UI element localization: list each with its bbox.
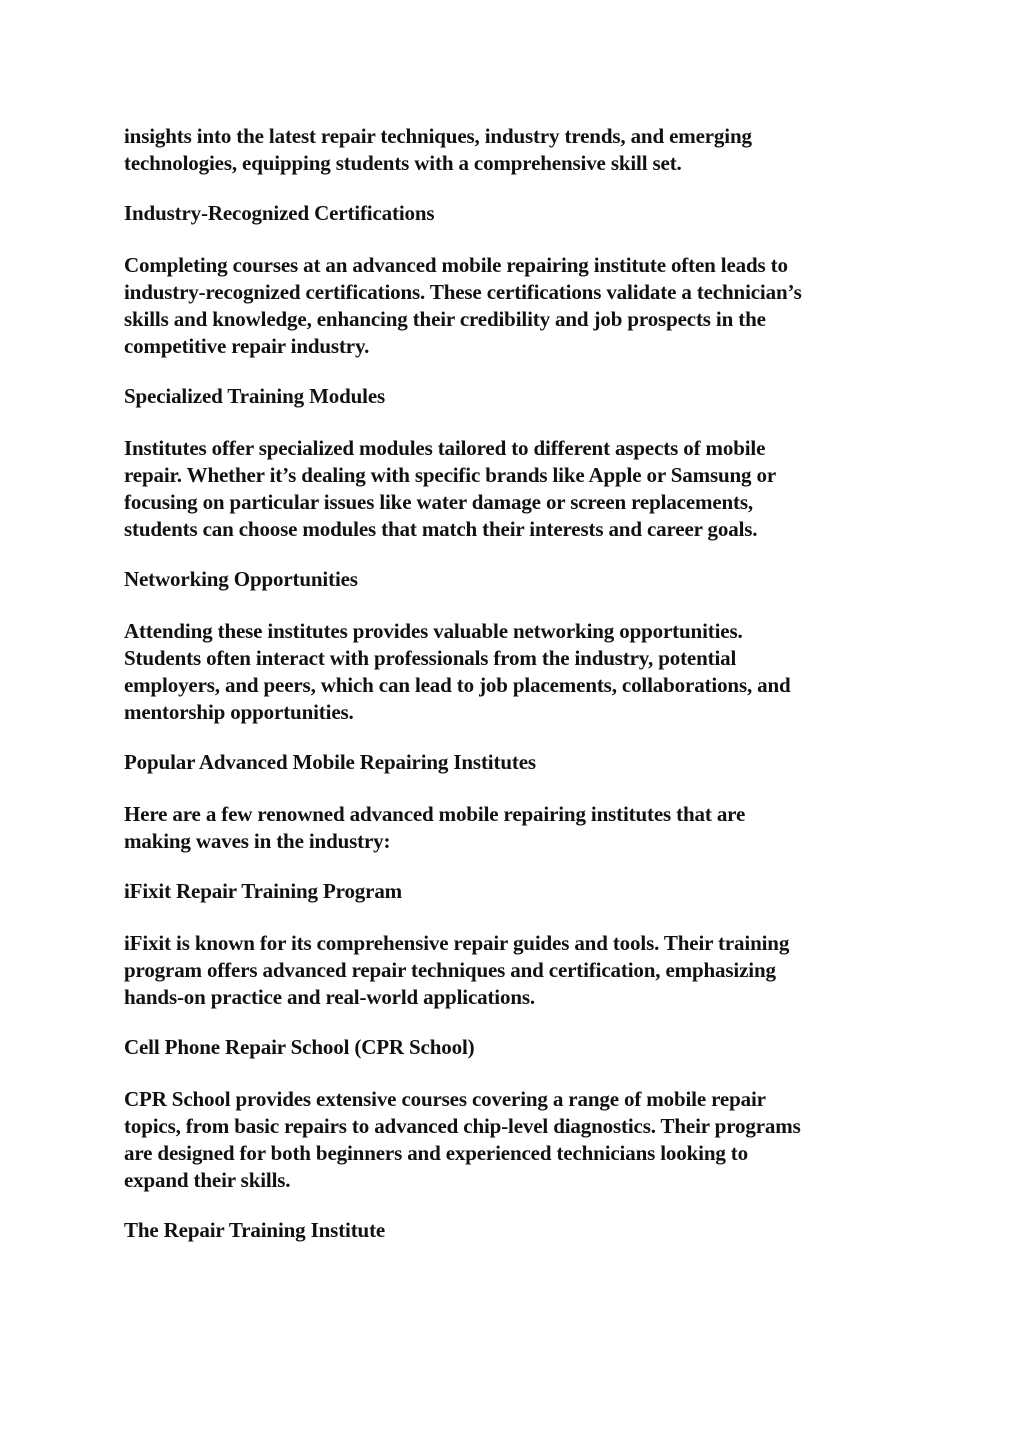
- heading-text: Industry-Recognized Certifications: [124, 201, 435, 225]
- text-line: hands-on practice and real-world applications.: [124, 985, 535, 1009]
- heading-text: iFixit Repair Training Program: [124, 879, 403, 903]
- text-line: topics, from basic repairs to advanced chip-level diagnostics. Their programs: [124, 1114, 801, 1138]
- heading-text: Cell Phone Repair School (CPR School): [124, 1035, 475, 1059]
- text-line: repair. Whether it’s dealing with specific brands like Apple or Samsung or: [124, 463, 777, 487]
- heading-networking-opportunities: [124, 566, 894, 593]
- text-line: Here are a few renowned advanced mobile repairing institutes that are: [124, 802, 746, 826]
- text-line: making waves in the industry:: [124, 829, 391, 853]
- heading-popular-institutes: [124, 749, 894, 776]
- text-line: focusing on particular issues like water damage or screen replacements,: [124, 490, 754, 514]
- paragraph-certifications: [124, 252, 894, 360]
- text-line: program offers advanced repair techniques and certification, emphasizing: [124, 958, 776, 982]
- text-line: CPR School provides extensive courses covering a range of mobile repair: [124, 1087, 766, 1111]
- paragraph-skill-set: [124, 123, 894, 177]
- text-line: Attending these institutes provides valuable networking opportunities.: [124, 619, 743, 643]
- heading-text: The Repair Training Institute: [124, 1218, 386, 1242]
- heading-industry-recognized-certifications: [124, 200, 894, 227]
- heading-text: Networking Opportunities: [124, 567, 358, 591]
- text-line: Students often interact with professionals from the industry, potential: [124, 646, 737, 670]
- text-line: competitive repair industry.: [124, 334, 370, 358]
- text-line: students can choose modules that match their interests and career goals.: [124, 517, 758, 541]
- text-line: are designed for both beginners and experienced technicians looking to: [124, 1141, 749, 1165]
- document-page: [124, 123, 894, 1269]
- text-line: skills and knowledge, enhancing their credibility and job prospects in the: [124, 307, 766, 331]
- heading-text: Popular Advanced Mobile Repairing Institutes: [124, 750, 536, 774]
- text-line: technologies, equipping students with a comprehensive skill set.: [124, 151, 682, 175]
- text-line: industry-recognized certifications. These certifications validate a technician’s: [124, 280, 802, 304]
- text-line: iFixit is known for its comprehensive repair guides and tools. Their training: [124, 931, 790, 955]
- heading-specialized-training-modules: [124, 383, 894, 410]
- text-line: employers, and peers, which can lead to job placements, collaborations, and: [124, 673, 791, 697]
- paragraph-specialized-modules: [124, 435, 894, 543]
- text-line: insights into the latest repair techniques, industry trends, and emerging: [124, 124, 752, 148]
- paragraph-ifixit: [124, 930, 894, 1011]
- paragraph-renowned-institutes: [124, 801, 894, 855]
- text-line: Institutes offer specialized modules tailored to different aspects of mobile: [124, 436, 766, 460]
- paragraph-networking: [124, 618, 894, 726]
- heading-text: Specialized Training Modules: [124, 384, 386, 408]
- heading-repair-training-institute: [124, 1217, 894, 1244]
- text-line: Completing courses at an advanced mobile repairing institute often leads to: [124, 253, 788, 277]
- heading-cpr-school: [124, 1034, 894, 1061]
- text-line: mentorship opportunities.: [124, 700, 354, 724]
- paragraph-cpr-school: [124, 1086, 894, 1194]
- heading-ifixit-program: [124, 878, 894, 905]
- text-line: expand their skills.: [124, 1168, 291, 1192]
